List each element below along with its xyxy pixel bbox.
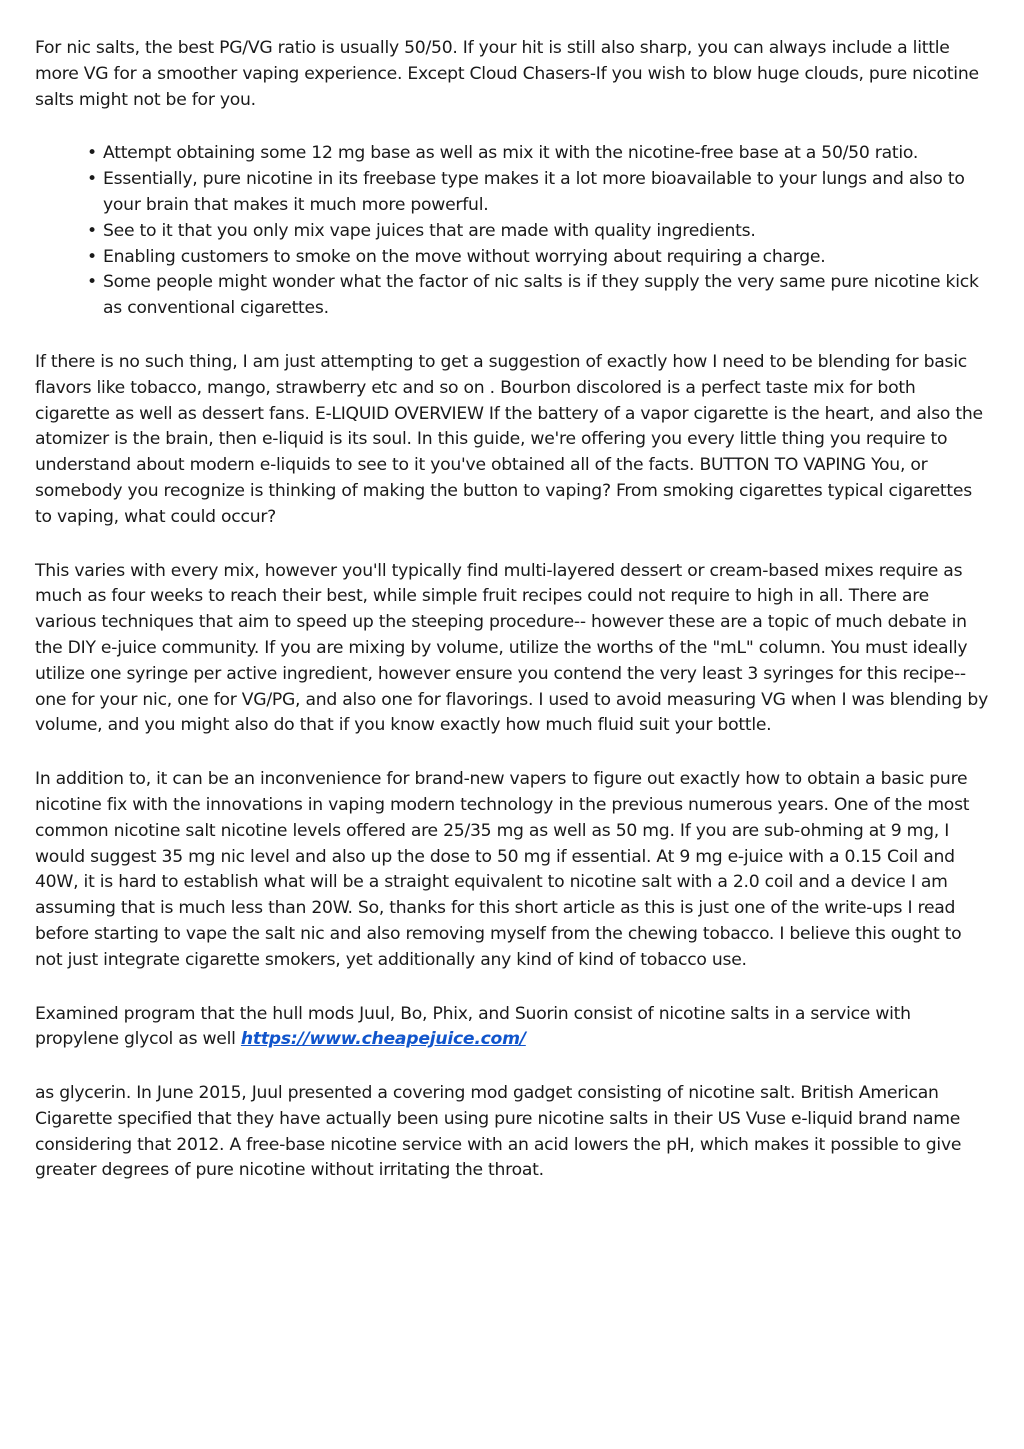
cheapejuice-link[interactable]: https://www.cheapejuice.com/ xyxy=(240,1029,526,1050)
document-body xyxy=(35,36,993,1212)
list-item: • Attempt obtaining some 12 mg base as well as mix it with the nicotine-free base at a 50/50 ratio. xyxy=(103,141,993,167)
paragraph-4: In addition to, it can be an inconvenience for brand-new vapers to figure out exactly how to obtain a basic pure nicotine fix with the innovations in vaping modern technology in the previous numerous years. One of the most common nicotine salt nicotine levels offered are 25/35 mg as well as 50 mg. If you are sub-ohming at 9 mg, I would suggest 35 mg nic level and also up the dose to 50 mg if essential. At 9 mg e-juice with a 0.15 Coil and 40W, it is hard to establish what will be a straight equivalent to nicotine salt with a 2.0 coil and a device I am assuming that is much less than 20W. So, thanks for this short article as this is just one of the write-ups I read before starting to vape the salt nic and also removing myself from the chewing tobacco. I believe this ought to not just integrate cigarette smokers, yet additionally any kind of kind of tobacco use. xyxy=(35,769,970,970)
list-item: • Essentially, pure nicotine in its freebase type makes it a lot more bioavailable to your lungs and also to your brain that makes it much more powerful. xyxy=(103,167,993,219)
paragraph-3: This varies with every mix, however you'll typically find multi-layered dessert or cream-based mixes require as much as four weeks to reach their best, while simple fruit recipes could not require to high in all. There are various techniques that aim to speed up the steeping procedure-- however these are a topic of much debate in the DIY e-juice community. If you are mixing by volume, utilize the worths of the "mL" column. You must ideally utilize one syringe per active ingredient, however ensure you contend the very least 3 syringes for this recipe-- one for your nic, one for VG/PG, and also one for flavorings. I used to avoid measuring VG when I was blending by volume, and you might also do that if you know exactly how much fluid suit your bottle. xyxy=(35,560,988,736)
paragraph-2: If there is no such thing, I am just attempting to get a suggestion of exactly how I need to be blending for basic flavors like tobacco, mango, strawberry etc and so on . Bourbon discolored is a perfect taste mix for both cigarette as well as dessert fans. E-LIQUID OVERVIEW If the battery of a vapor cigarette is the heart, and also the atomizer is the brain, then e-liquid is its soul. In this guide, we're offering you every little thing you require to understand about modern e-liquids to see to it you've obtained all of the facts. BUTTON TO VAPING You, or somebody you recognize is thinking of making the button to vaping? From smoking cigarettes typical cigarettes to vaping, what could occur? xyxy=(35,351,983,527)
list-item: • Enabling customers to smoke on the move without worrying about requiring a charge. xyxy=(103,245,993,271)
list-item: • See to it that you only mix vape juices that are made with quality ingredients. xyxy=(103,219,993,245)
paragraph-6: as glycerin. In June 2015, Juul presented a covering mod gadget consisting of nicotine salt. British American Cigarette specified that they have actually been using pure nicotine salts in their US Vuse e-liquid brand name considering that 2012. A free-base nicotine service with an acid lowers the pH, which makes it possible to give greater degrees of pure nicotine without irritating the throat. xyxy=(35,1083,962,1181)
paragraph-1: For nic salts, the best PG/VG ratio is usually 50/50. If your hit is still also sharp, you can always include a little more VG for a smoother vaping experience. Except Cloud Chasers-If you wish to blow huge clouds, pure nicotine salts might not be for you. xyxy=(35,38,979,110)
list-item: • Some people might wonder what the factor of nic salts is if they supply the very same pure nicotine kick as conventional cigarettes. xyxy=(103,270,993,322)
bullet-list xyxy=(35,141,993,322)
paragraph-5-text: Examined program that the hull mods Juul, Bo, Phix, and Suorin consist of nicotine salts in a service with propylene glycol as well xyxy=(35,1003,911,1050)
paragraph-5 xyxy=(35,1002,993,1054)
